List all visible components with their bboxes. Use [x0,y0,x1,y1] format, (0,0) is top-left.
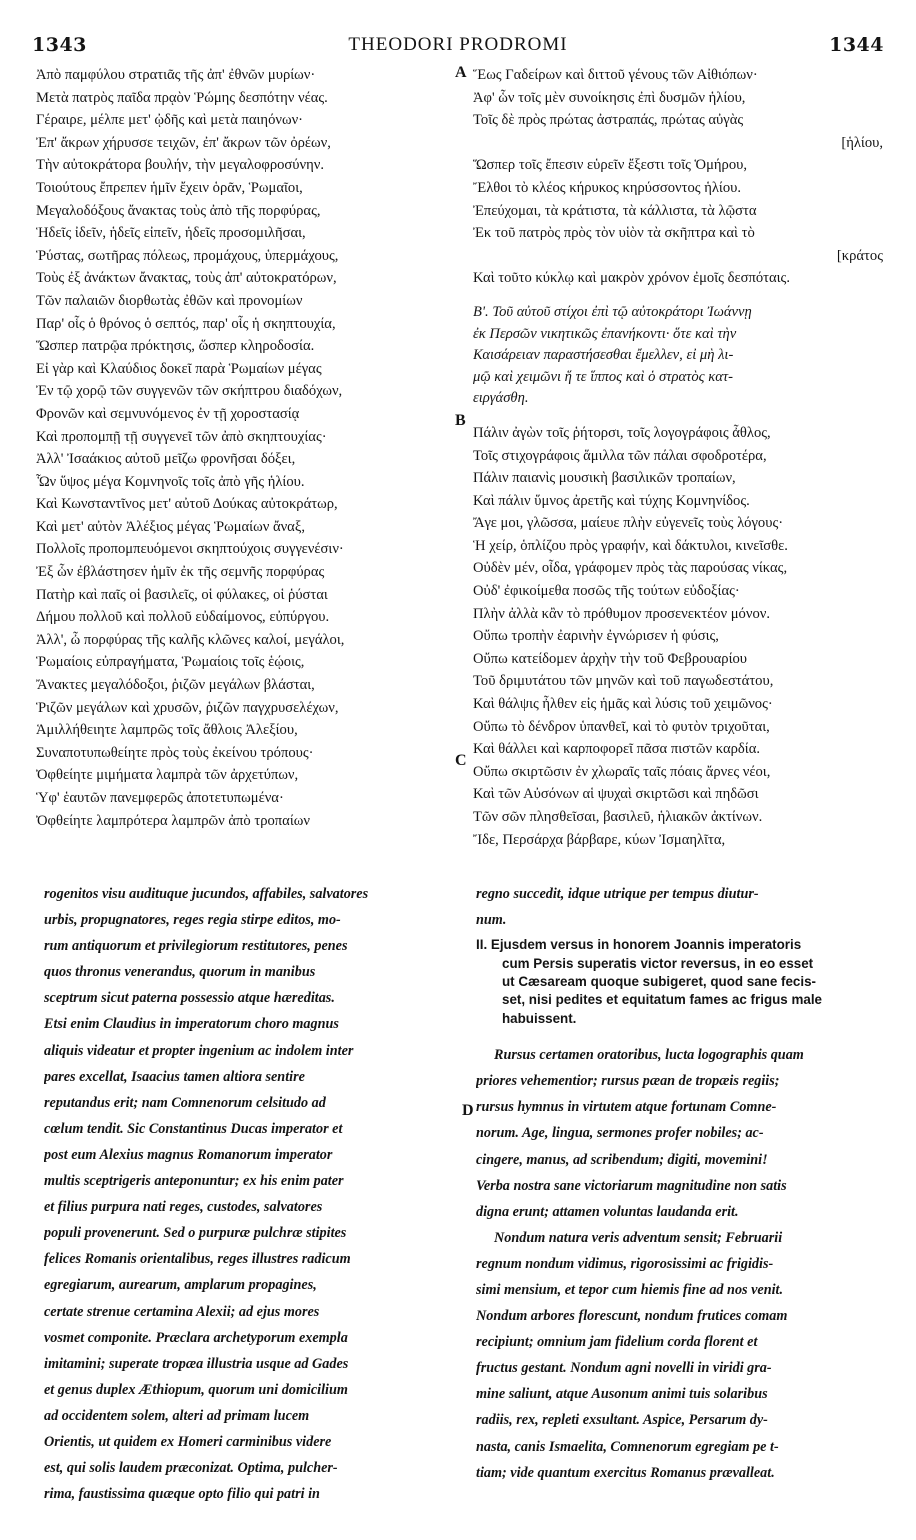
page-number-right: 1344 [829,34,884,56]
latin-line: digna erunt; attamen voluntas laudanda erit. [476,1203,739,1220]
latin-line: Etsi enim Claudius in imperatorum choro magnus [44,1016,339,1033]
verse-line: Ὥσπερ τοῖς ἔπεσιν εὑρεῖν ἔξεστι τοῖς Ὁμήρου, [473,157,748,174]
latin-line: certate strenue certamina Alexii; ad ejus mores [44,1303,320,1320]
heading-line: ειργάσθη. [473,390,529,407]
latin-line: ad occidentem solem, alteri ad primam lucem [44,1407,310,1424]
verse-line: Ἄγε μοι, γλῶσσα, μαίευε πλὴν εὐγενεῖς τοὺς λόγους· [473,515,784,532]
greek-poem-heading [473,302,883,410]
latin-line: Nondum arbores florescunt, nondum frutices comam [476,1308,788,1325]
verse-line: Τῶν σῶν πλησθεῖσαι, βασιλεῦ, ἡλιακῶν ἀκτίνων. [473,809,763,825]
latin-line: recipiunt; omnium jam fidelium corda florent et [476,1334,758,1351]
greek-verse-column-left [36,64,454,832]
verse-line: Γέραιρε, μέλπε μετ' ᾠδῆς καὶ μετὰ παιηόνων· [36,112,304,129]
latin-line: radiis, rex, repleti exsultant. Aspice, Persarum dy- [476,1412,768,1429]
verse-line: Πάλιν ἀγὼν τοῖς ῥήτορσι, τοῖς λογογράφοις ἆθλος, [473,424,771,441]
verse-line: Ἐξ ὧν ἐβλάστησεν ἡμῖν ἐκ τῆς σεμνῆς πορφύρας [36,564,325,581]
latin-line: simi mensium, et tepor cum hiemis fine ad nos venit. [476,1281,784,1298]
latin-line: cœlum tendit. Sic Constantinus Ducas imperator et [44,1120,343,1137]
verse-line: Ἴδε, Περσάρχα βάρβαρε, κύων Ἰσμαηλῖτα, [473,831,726,848]
greek-verse-block-bottom [473,422,883,851]
latin-line: priores vehementior; rursus pæan de tropæis regiis; [476,1073,780,1090]
latin-line: fructus gestant. Nondum agni novelli in viridi gra- [476,1360,772,1377]
latin-line: multis sceptrigeris anteponuntur; ex his enim pater [44,1173,344,1190]
latin-line: imitamini; superate tropæa illustria usque ad Gades [44,1355,349,1372]
latin-line: nasta, canis Ismaelita, Comnenorum egregiam pe t- [476,1438,779,1455]
latin-line: regno succedit, idque utrique per tempus diutur- [476,886,759,902]
verse-line: Ἐπ' ἄκρων χήρυσσε τειχῶν, ἐπ' ἄκρων τῶν ὀρέων, [36,134,331,151]
heading-line: ἐκ Περσῶν νικητικῶς ἐπανήκοντι· ὅτε καὶ τὴν [473,325,737,342]
verse-line: Καὶ προπομπῇ τῇ συγγενεῖ τῶν ἀπὸ σκηπτουχίας· [36,428,327,445]
latin-line: vosmet componite. Præclara archetyporum exempla [44,1329,348,1346]
latin-poem-heading [476,936,888,1028]
verse-line: Φρονῶν καὶ σεμνυνόμενος ἐν τῇ χοροστασίᾳ [36,405,300,422]
latin-line: num. [476,912,507,929]
page-header [32,34,884,64]
latin-line: aliquis videatur et propter ingenium ac indolem inter [44,1042,354,1059]
heading-line: Β'. Τοῦ αὐτοῦ στίχοι ἐπὶ τῷ αὐτοκράτορι Ἰωάννῃ [473,303,752,320]
heading-line: Καισάρειαν παραστήσεσθαι ἔμελλεν, εἰ μὴ λι- [473,347,734,364]
latin-line: urbis, propugnatores, reges regia stirpe editos, mo- [44,912,341,929]
latin-line: reputandus erit; nam Comnenorum celsitudo ad [44,1094,326,1111]
verse-line: Ὀφθείητε μιμήματα λαμπρὰ τῶν ἀρχετύπων, [36,767,299,784]
verse-line: Τὴν αὐτοκράτορα βουλήν, τὴν μεγαλοφροσύνην. [36,157,325,174]
verse-line: Ὀφθείητε λαμπρότερα λαμπρῶν ἀπὸ τροπαίων [36,812,310,829]
verse-line: Καὶ μετ' αὐτὸν Ἀλέξιος μέγας Ῥωμαίων ἄναξ, [36,518,305,535]
running-title: THEODORI PRODROMI [348,34,568,55]
page-number-left: 1343 [32,34,87,56]
verse-line: Οὔπω κατείδομεν ἀρχὴν τὴν τοῦ Φεβρουαρίου [473,650,748,667]
verse-line: Ῥύστας, σωτῆρας πόλεως, προμάχους, ὑπερμάχους, [36,247,339,264]
latin-line: regnum nondum vidimus, rigorosissimi ac frigidis- [476,1255,774,1272]
latin-line: Orientis, ut quidem ex Homeri carminibus videre [44,1433,332,1450]
verse-line: Καὶ πάλιν ὕμνος ἀρετῆς καὶ τύχης Κομνηνίδος. [473,492,750,509]
verse-line: Καὶ θάλψις ἦλθεν εἰς ἡμᾶς καὶ λύσις τοῦ χειμῶνος· [473,696,773,713]
heading-line: cum Persis superatis victor reversus, in eo esset [502,955,814,971]
verse-line: Πλὴν ἀλλὰ κἂν τὸ πρόθυμον προσενεκτέον μόνον. [473,605,770,622]
latin-translation-column-right [476,881,888,1486]
verse-line: Καὶ τοῦτο κύκλῳ καὶ μακρὸν χρόνον ἐμοῖς δεσπόταις. [473,270,790,287]
verse-line: Δήμου πολλοῦ καὶ πολλοῦ εὐδαίμονος, εὐπύργου. [36,609,330,626]
margin-marker-b: B [455,412,466,429]
verse-line: Πατὴρ καὶ παῖς οἱ βασιλεῖς, οἱ φύλακες, οἱ ῥύσται [36,586,328,603]
verse-line: Ἁμιλλήθειητε λαμπρῶς τοῖς ἄθλοις Ἀλεξίου, [36,722,298,739]
latin-line: Rursus certamen oratoribus, lucta logographis quam [494,1047,804,1064]
latin-line: et genus duplex Æthiopum, quorum uni domicilium [44,1381,348,1398]
verse-line: [κράτος [836,247,883,264]
latin-line: norum. Age, lingua, sermones profer nobiles; ac- [476,1125,764,1142]
verse-line: Συναποτυπωθείητε πρὸς τοὺς ἐκείνου τρόπους· [36,744,314,761]
verse-line: Τοιούτους ἔπρεπεν ἡμῖν ἔχειν ὁρᾶν, Ῥωμαῖοι, [36,179,303,196]
heading-line: set, nisi pedites et equitatum fames ac frigus male [502,992,822,1008]
latin-translation-column-left [44,881,456,1507]
verse-line: Ὥσπερ πατρῷα πρόκτησις, ὥσπερ κληροδοσία. [36,338,315,355]
heading-line: habuissent. [502,1010,577,1026]
latin-paragraph-bottom [476,1042,888,1486]
verse-line: Καὶ Κωνσταντῖνος μετ' αὐτοῦ Δούκας αὐτοκράτωρ, [36,496,338,513]
verse-line: Ἐν τῷ χορῷ τῶν συγγενῶν τῶν σκήπτρου διαδόχων, [36,383,343,400]
verse-line: Ἡδεῖς ἰδεῖν, ἡδεῖς εἰπεῖν, ἡδεῖς προσομιλῆσαι, [36,225,306,242]
margin-marker-d: D [462,1102,474,1119]
verse-line: Πάλιν παιανὶς μουσικὴ βασιλικῶν τροπαίων, [473,470,736,487]
latin-line: rursus hymnus in virtutem atque fortunam Comne- [476,1099,777,1116]
verse-line: Τοὺς ἐξ ἀνάκτων ἄνακτας, τοὺς ἀπ' αὐτοκρατόρων, [36,270,337,287]
verse-line: Μετὰ πατρὸς παῖδα πρᾳὸν Ῥώμης δεσπότην νέας. [36,89,328,106]
latin-line: rum antiquorum et privilegiorum restitutores, penes [44,938,348,955]
verse-line: Οὔπω σκιρτῶσιν ἐν χλωραῖς ταῖς πόαις ἄρνες νέοι, [473,763,771,780]
verse-line: Ἄνακτες μεγαλόδοξοι, ῥιζῶν μεγάλων βλάσται, [36,677,315,694]
latin-line: post eum Alexius magnus Romanorum imperator [44,1146,333,1163]
verse-line: Ῥιζῶν μεγάλων καὶ χρυσῶν, ῥιζῶν παγχρυσελέχων, [36,699,339,716]
latin-line: mine saliunt, atque Ausonum animi tuis solaribus [476,1386,768,1403]
verse-line: Ἀλλ', ὦ πορφύρας τῆς καλῆς κλῶνες καλοί, μεγάλοι, [36,631,345,648]
latin-line: et filius purpura nati reges, custodes, salvatores [44,1199,323,1216]
latin-line: sceptrum sicut paterna possessio atque hæreditas. [44,990,335,1007]
latin-line: egregiarum, aurearum, amplarum propagines, [44,1277,317,1294]
latin-line: cingere, manus, ad scribendum; digiti, movemini! [476,1151,768,1168]
verse-line: Παρ' οἷς ὁ θρόνος ὁ σεπτός, παρ' οἷς ἡ σκηπτουχία, [36,315,336,332]
verse-line: Καὶ τῶν Αὐσόνων αἱ ψυχαὶ σκιρτῶσι καὶ πηδῶσι [473,786,759,803]
heading-line: μῷ καὶ χειμῶνι ἥ τε ἵππος καὶ ὁ στρατὸς κατ- [473,368,733,385]
latin-line: Verba nostra sane victoriarum magnitudine non satis [476,1177,787,1194]
verse-line: Τῶν παλαιῶν διορθωτὰς ἐθῶν καὶ προνομίων [36,292,303,309]
greek-verse-block-top [473,64,883,290]
latin-line: rima, faustissima quæque opto filio qui patri in [44,1486,320,1503]
verse-line: Ἕως Γαδείρων καὶ διττοῦ γένους τῶν Αἰθιόπων· [473,67,758,83]
verse-line: Ἀφ' ὧν τοῖς μὲν συνοίκησις ἐπὶ δυσμῶν ἡλίου, [473,89,746,106]
verse-line: Οὐδ' ἐφικοίμεθα ποσῶς τῆς τούτων εὐδοξίας· [473,583,740,600]
verse-line: Ἡ χείρ, ὁπλίζου πρὸς γραφήν, καὶ δάκτυλοι, κινεῖσθε. [473,537,788,554]
latin-line: est, qui solis laudem præconizat. Optima, pulcher- [44,1460,338,1477]
heading-line: ut Cæsaream quoque subigeret, quod sane fecis- [502,973,816,989]
latin-line: felices Romanis orientalibus, reges illustres radicum [44,1251,351,1268]
verse-line: Ὑφ' ἑαυτῶν πανεμφερῶς ἀποτετυπωμένα· [36,790,284,806]
heading-line: II. Ejusdem versus in honorem Joannis imperatoris [476,937,802,953]
margin-marker-a: A [455,64,467,81]
verse-line: Τοῖς στιχογράφοις ἅμιλλα τῶν πάλαι σφοδροτέρα, [473,447,767,464]
verse-line: Ῥωμαίοις εὐπραγήματα, Ῥωμαίοις τοῖς ἑῴοις, [36,654,305,671]
verse-line: Οὔπω τροπὴν ἐαρινὴν ἐγνώρισεν ἡ φύσις, [473,628,719,645]
latin-line: quos thronus venerandus, quorum in manibus [44,964,316,981]
latin-paragraph-top [476,881,888,933]
verse-line: Ἔλθοι τὸ κλέος κήρυκος κηρύσσοντος ἡλίου. [473,179,741,196]
verse-line: Οὐδὲν μέν, οἶδα, γράφομεν πρὸς τὰς παρούσας νίκας, [473,560,788,577]
verse-line: Τοῦ δριμυτάτου τῶν μηνῶν καὶ τοῦ παγωδεστάτου, [473,673,774,690]
verse-line: Ἀλλ' Ἰσαάκιος αὐτοῦ μεῖζω φρονῆσαι δόξει, [36,451,296,468]
verse-line: Ἀπὸ παμφύλου στρατιᾶς τῆς ἀπ' ἐθνῶν μυρίων· [36,67,316,83]
verse-line: [ἡλίου, [841,134,883,151]
latin-line: pares excellat, Isaacius tamen altiora sentire [44,1068,305,1085]
latin-line: Nondum natura veris adventum sensit; Februarii [494,1229,783,1246]
latin-line: populi provenerunt. Sed o purpuræ pulchræ stipites [44,1225,347,1242]
verse-line: Εἰ γὰρ καὶ Κλαύδιος δοκεῖ παρὰ Ῥωμαίων μέγας [36,360,322,377]
verse-line: Μεγαλοδόξους ἄνακτας τοὺς ἀπὸ τῆς πορφύρας, [36,202,321,219]
greek-verse-column-right [473,64,883,851]
latin-line: rogenitos visu audituque jucundos, affabiles, salvatores [44,886,369,902]
margin-marker-c: C [455,752,467,769]
verse-line: Ἐπεύχομαι, τὰ κράτιστα, τὰ κάλλιστα, τὰ λῷστα [473,202,757,219]
verse-line: Καὶ θάλλει καὶ καρποφορεῖ πᾶσα πιστῶν καρδία. [473,741,760,758]
verse-line: Πολλοῖς προπομπευόμενοι σκηπτούχοις συγγενέσιν· [36,541,344,558]
verse-line: Ὧν ὕψος μέγα Κομνηνοῖς τοῖς ἀπὸ γῆς ἡλίου. [36,473,305,490]
latin-line: tiam; vide quantum exercitus Romanus prævalleat. [476,1464,775,1481]
verse-line: Ἐκ τοῦ πατρὸς πρὸς τὸν υἱὸν τὰ σκῆπτρα καὶ τὸ [473,225,755,242]
verse-line: Τοῖς δὲ πρὸς πρώτας ἀστραπάς, πρώτας αὐγὰς [473,112,744,129]
verse-line: Οὔπω τὸ δένδρον ὑπανθεῖ, καὶ τὸ φυτὸν τριχοῦται, [473,718,770,735]
